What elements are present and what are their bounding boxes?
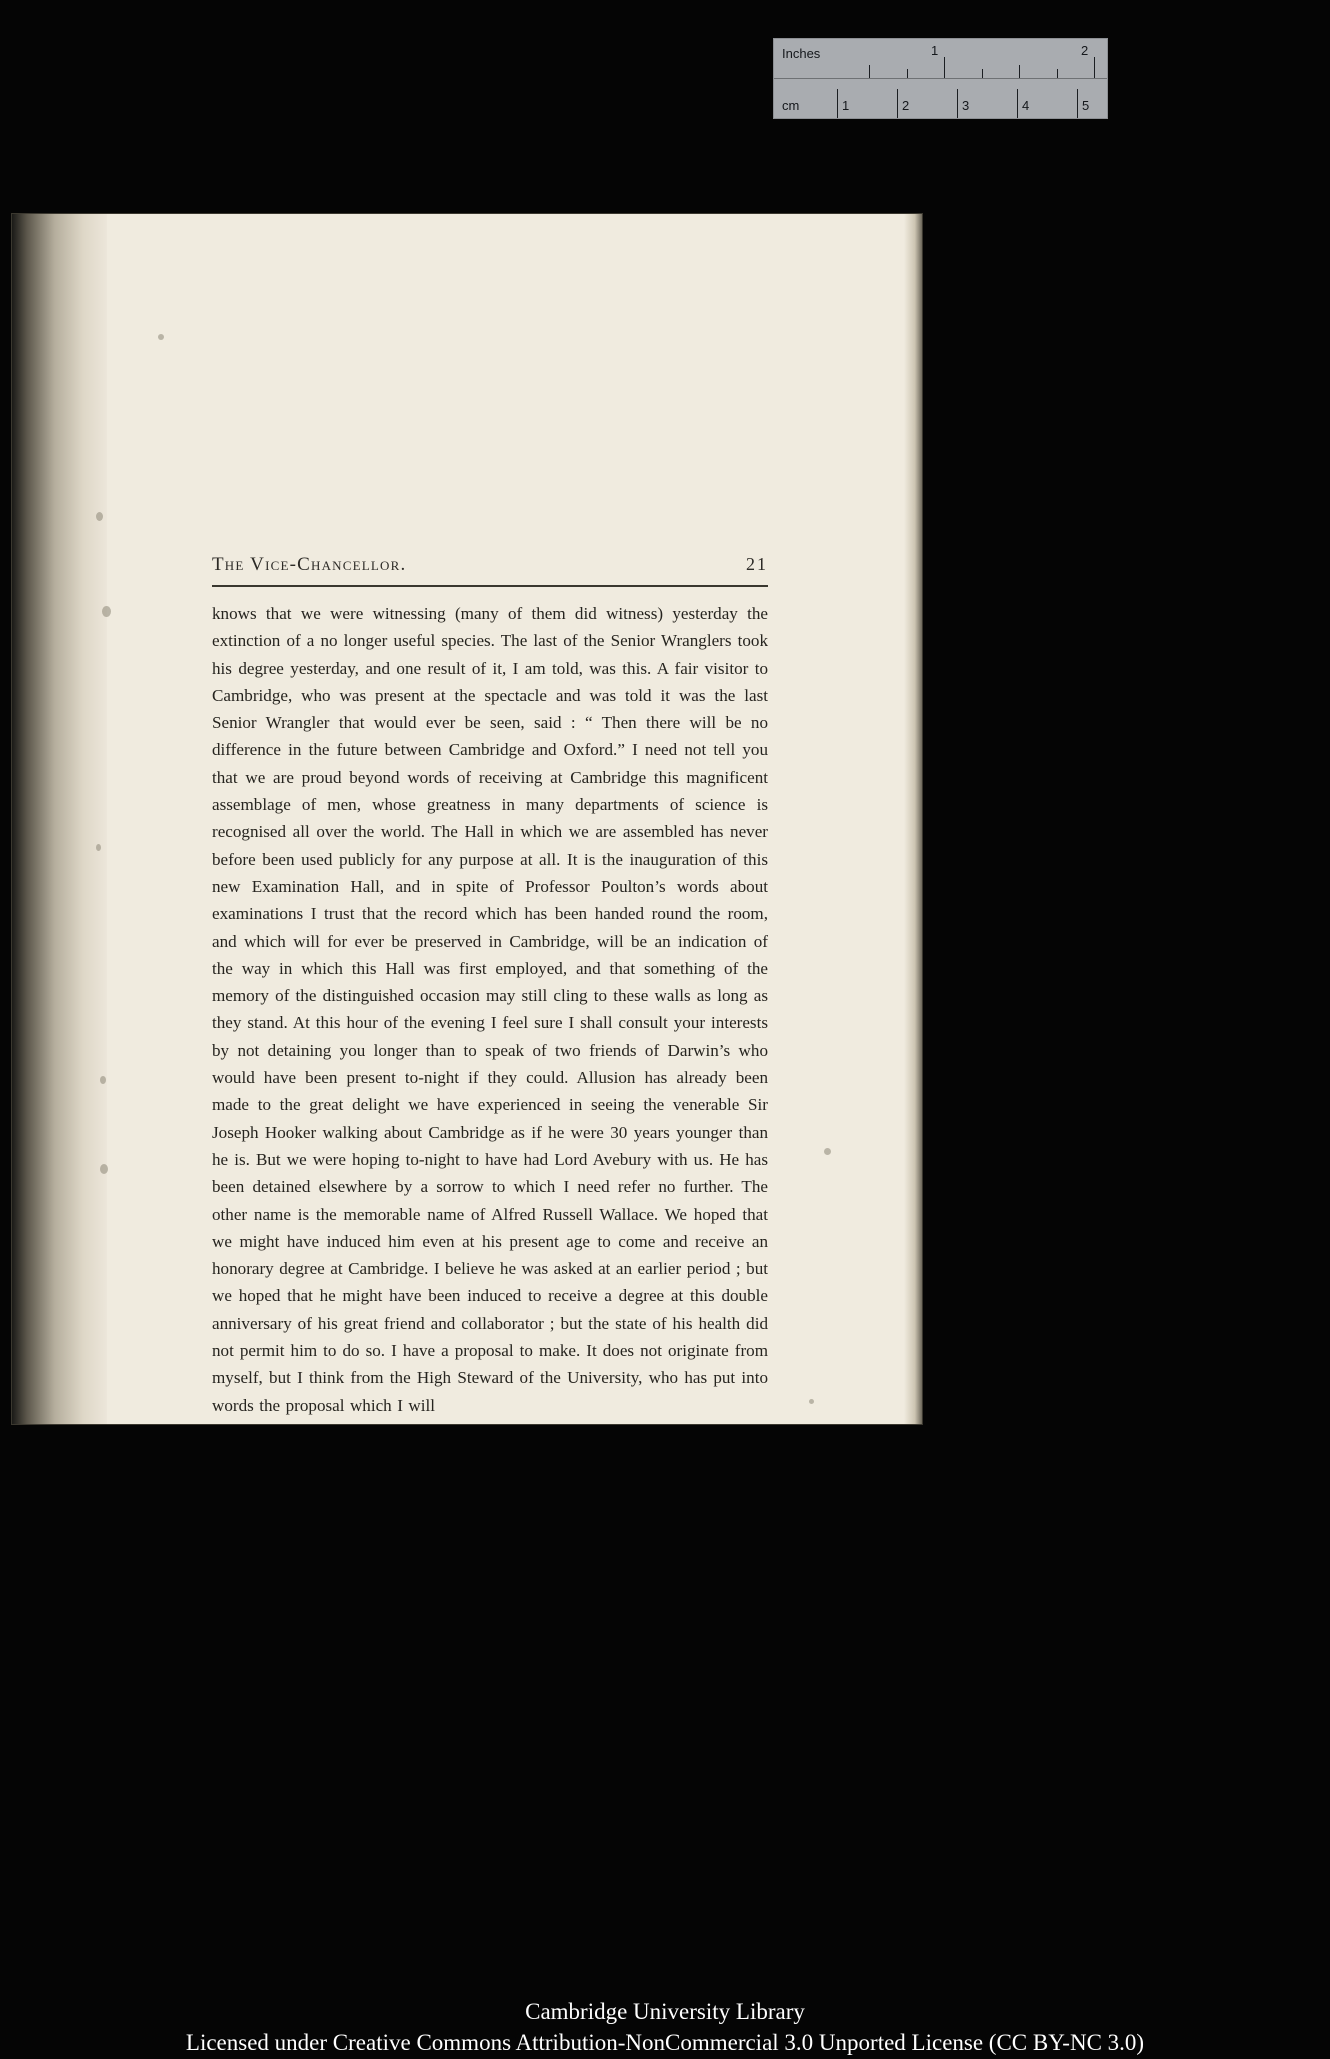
ruler-inch-subtick bbox=[907, 69, 908, 78]
ruler-cm-tick bbox=[837, 89, 838, 118]
printed-text-block bbox=[212, 554, 768, 1419]
book-gutter bbox=[12, 214, 107, 1424]
ruler-cm-tick bbox=[1077, 89, 1078, 118]
ruler-cm-mark-4: 4 bbox=[1022, 97, 1030, 113]
ruler-inches-label: Inches bbox=[782, 46, 821, 61]
ruler-cm-tick bbox=[957, 89, 958, 118]
ruler-inch-subtick bbox=[1019, 65, 1020, 78]
paper-speck bbox=[809, 1399, 814, 1404]
ruler-cm-tick bbox=[897, 89, 898, 118]
ruler-inch-mark-1: 1 bbox=[931, 43, 939, 58]
footer-caption bbox=[0, 1997, 1330, 2059]
ruler-cm-mark-1: 1 bbox=[842, 97, 850, 113]
ruler-inch-tick bbox=[1094, 57, 1095, 78]
paper-speck bbox=[100, 1076, 106, 1084]
paper-speck bbox=[96, 844, 101, 851]
ruler-inch-subtick bbox=[982, 69, 983, 78]
footer-institution: Cambridge University Library bbox=[525, 1999, 805, 2024]
paper-speck bbox=[824, 1148, 831, 1155]
body-paragraph: knows that we were witnessing (many of them did witness) yesterday the extinction of a no longer useful species. The last of the Senior Wranglers took his degree yesterday, and one result of it, I am told, was this. A fair visitor to Cambridge, who was present at the spectacle and was told it was the last Senior Wrangler that would ever be seen, said : “ Then there will be no difference in the future between Cambridge and Oxford.” I need not tell you that we are proud beyond words of receiving at Cambridge this magnificent assemblage of men, whose greatness in many departments of science is recognised all over the world. The Hall in which we are assembled has never before been used publicly for any purpose at all. It is the inauguration of this new Examination Hall, and in spite of Professor Poulton’s words about examinations I trust that the record which has been handed round the room, and which will for ever be preserved in Cambridge, will be an indication of the way in which this Hall was first employed, and that something of the memory of the distinguished occasion may still cling to these walls as long as they stand. At this hour of the evening I feel sure I shall consult your interests by not detaining you longer than to speak of two friends of Darwin’s who would have been present to-night if they could. Allusion has already been made to the great delight we have experienced in seeing the venerable Sir Joseph Hooker walking about Cambridge as if he were 30 years younger than he is. But we were hoping to-night to have had Lord Avebury with us. He has been detained elsewhere by a sorrow to which I need refer no further. The other name is the memorable name of Alfred Russell Wallace. We hoped that we might have induced him even at his present age to come and receive an honorary degree at Cambridge. I believe he was asked at an earlier period ; but we hoped that he might have been induced to receive a degree at this double anniversary of his great friend and collaborator ; but the state of his health did not permit him to do so. I have a proposal to make. It does not originate from myself, but I think from the High Steward of the University, who has put into words the proposal which I will bbox=[212, 604, 768, 1415]
ruler-inch-mark-2: 2 bbox=[1081, 43, 1089, 58]
ruler-cm-mark-2: 2 bbox=[902, 97, 910, 113]
ruler-cm-mark-5: 5 bbox=[1082, 97, 1090, 113]
body-text bbox=[212, 600, 768, 1419]
paper-speck bbox=[102, 606, 111, 617]
header-rule bbox=[212, 585, 768, 587]
running-head-title: The Vice-Chancellor. bbox=[212, 554, 407, 575]
ruler-inches-half bbox=[774, 39, 1107, 79]
paper-speck bbox=[158, 334, 164, 340]
page-number: 21 bbox=[746, 554, 768, 574]
page-edge bbox=[904, 214, 922, 1424]
ruler-cm-mark-3: 3 bbox=[962, 97, 970, 113]
ruler-cm-tick bbox=[1017, 89, 1018, 118]
book-page bbox=[12, 214, 922, 1424]
ruler-cm-half bbox=[774, 79, 1107, 119]
running-head bbox=[212, 554, 768, 576]
footer-license: Licensed under Creative Commons Attribution-NonCommercial 3.0 Unported License (CC BY-NC 3.0) bbox=[185, 2030, 1145, 2055]
paper-speck bbox=[100, 1164, 108, 1174]
scale-ruler bbox=[773, 38, 1108, 119]
ruler-inch-subtick bbox=[1057, 69, 1058, 78]
ruler-cm-label: cm bbox=[782, 97, 800, 113]
ruler-inch-tick bbox=[944, 57, 945, 78]
paper-speck bbox=[96, 512, 103, 521]
ruler-inch-subtick bbox=[869, 65, 870, 78]
